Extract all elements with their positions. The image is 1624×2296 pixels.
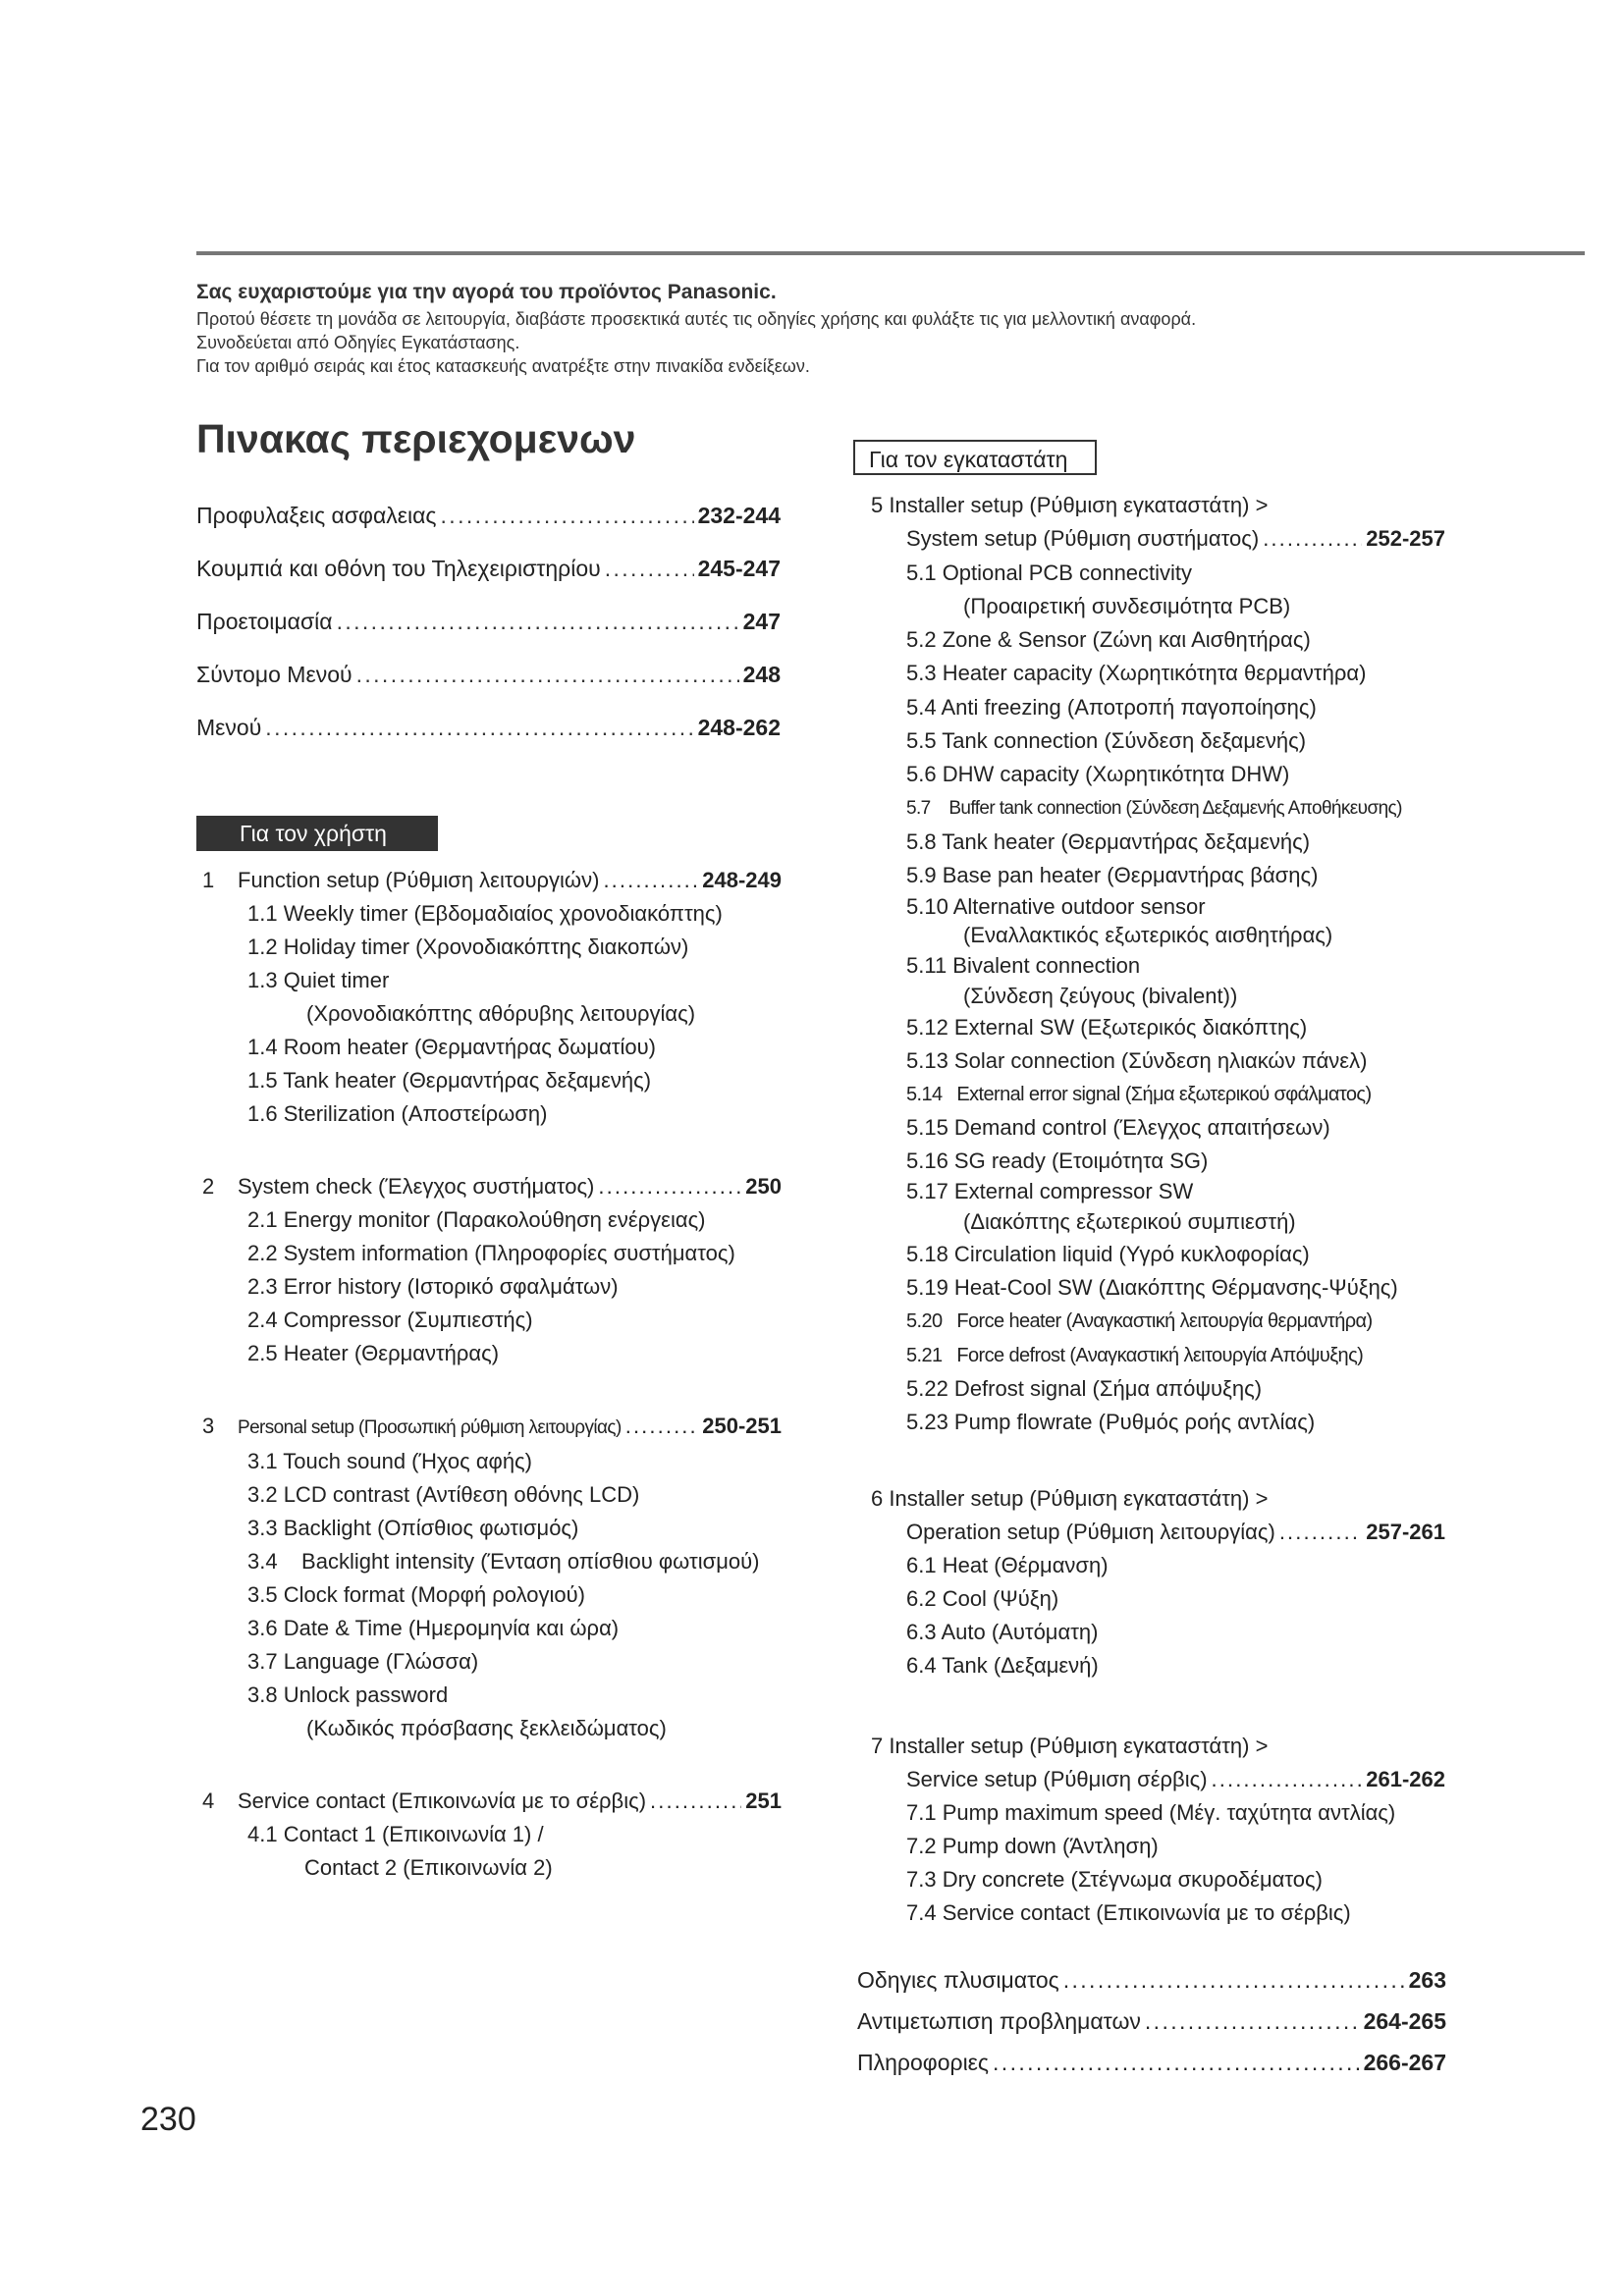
toc-item-cont: (Χρονοδιακόπτης αθόρυβης λειτουργίας) <box>306 1001 696 1026</box>
toc-section-6-head[interactable]: 6 Installer setup (Ρύθμιση εγκαταστάτη) > <box>871 1486 1269 1511</box>
installer-toc-column-7 <box>871 1730 1445 1930</box>
toc-item[interactable]: 3.5 Clock format (Μορφή ρολογιού) <box>247 1582 586 1607</box>
toc-item[interactable]: 5.23 Pump flowrate (Ρυθμός ροής αντλίας) <box>906 1410 1316 1435</box>
toc-entry[interactable]: Μενού . . . 248-262 <box>196 715 781 768</box>
toc-item[interactable]: 5.19 Heat-Cool SW (Διακόπτης Θέρμανσης-Ψύξης) <box>906 1275 1398 1301</box>
toc-entry[interactable]: Σύντομο Μενού . . . 248 <box>196 662 781 715</box>
toc-item[interactable]: 1.5 Tank heater (Θερμαντήρας δεξαμενής) <box>247 1068 652 1093</box>
toc-item[interactable]: 2.3 Error history (Ιστορικό σφαλμάτων) <box>247 1274 619 1299</box>
toc-item[interactable]: 5.5 Tank connection (Σύνδεση δεξαμενής) <box>906 728 1307 754</box>
toc-item[interactable]: 7.2 Pump down (Άντληση) <box>906 1834 1159 1858</box>
toc-item[interactable]: 3.6 Date & Time (Ημερομηνία και ώρα) <box>247 1616 620 1640</box>
toc-item[interactable]: 5.22 Defrost signal (Σήμα απόψυξης) <box>906 1375 1263 1401</box>
intro-line: Συνοδεύεται από Οδηγίες Εγκατάστασης. <box>196 333 520 352</box>
toc-item[interactable]: 5.3 Heater capacity (Χωρητικότητα θερμαντήρα) <box>906 661 1367 686</box>
toc-entry[interactable]: Κουμπιά και οθόνη του Τηλεχειριστηρίου . . . 245-247 <box>196 556 781 609</box>
toc-item[interactable]: 3.4 Backlight intensity (Ένταση οπίσθιου φωτισμού) <box>247 1549 760 1574</box>
toc-item[interactable]: 2.5 Heater (Θερμαντήρας) <box>247 1341 500 1365</box>
installer-toc-column-6 <box>871 1482 1445 1682</box>
toc-item-cont: (Κωδικός πρόσβασης ξεκλειδώματος) <box>306 1716 667 1740</box>
toc-item[interactable]: 5.13 Solar connection (Σύνδεση ηλιακών πάνελ) <box>906 1047 1368 1073</box>
toc-item[interactable]: 3.8 Unlock password <box>247 1682 449 1707</box>
toc-item[interactable]: 5.9 Base pan heater (Θερμαντήρας βάσης) <box>906 863 1319 888</box>
toc-item[interactable]: 7.3 Dry concrete (Στέγνωμα σκυροδέματος) <box>906 1867 1323 1892</box>
toc-item[interactable]: 1.1 Weekly timer (Εβδομαδιαίος χρονοδιακόπτης) <box>247 901 723 926</box>
toc-item[interactable]: 2.2 System information (Πληροφορίες συστήματος) <box>247 1241 735 1265</box>
toc-item[interactable]: 1.2 Holiday timer (Χρονοδιακόπτης διακοπών) <box>247 934 689 959</box>
toc-item-cont: (Διακόπτης εξωτερικού συμπιεστή) <box>963 1208 1296 1234</box>
toc-item-cont: (Σύνδεση ζεύγους (bivalent)) <box>963 983 1238 1008</box>
toc-section-5[interactable]: System setup (Ρύθμιση συστήματος) . . . 252-257 <box>871 522 1445 556</box>
intro-line: Για τον αριθμό σειράς και έτος κατασκευής ανατρέξτε στην πινακίδα ενδείξεων. <box>196 356 810 376</box>
toc-item[interactable]: 6.2 Cool (Ψύξη) <box>906 1586 1059 1611</box>
toc-item[interactable]: 7.1 Pump maximum speed (Μέγ. ταχύτητα αντλίας) <box>906 1800 1396 1825</box>
toc-item[interactable]: 6.1 Heat (Θέρμανση) <box>906 1553 1109 1577</box>
intro-line: Προτού θέσετε τη μονάδα σε λειτουργία, διαβάστε προσεκτικά αυτές τις οδηγίες χρήσης και φυλάξτε τις για μελλοντική αναφορά. <box>196 309 1197 329</box>
toc-section-1[interactable]: 1 Function setup (Ρύθμιση λειτουργιών) . . . 248-249 <box>202 864 782 897</box>
toc-title: Πινακας περιεχομενων <box>196 416 636 461</box>
toc-item[interactable]: 5.6 DHW capacity (Χωρητικότητα DHW) <box>906 762 1290 787</box>
toc-item[interactable]: 1.4 Room heater (Θερμαντήρας δωματίου) <box>247 1035 657 1059</box>
toc-item-cont: (Εναλλακτικός εξωτερικός αισθητήρας) <box>963 922 1333 947</box>
toc-item[interactable]: 5.7 Buffer tank connection (Σύνδεση Δεξαμενής Αποθήκευσης) <box>906 797 1402 819</box>
toc-item[interactable]: 5.1 Optional PCB connectivity <box>906 560 1193 585</box>
user-section-badge: Για τον χρήστη <box>196 816 438 851</box>
toc-item[interactable]: 5.21 Force defrost (Αναγκαστική λειτουργία Απόψυξης) <box>906 1344 1364 1366</box>
toc-item[interactable]: 4.1 Contact 1 (Επικοινωνία 1) / <box>247 1822 544 1846</box>
toc-main-list <box>196 503 781 768</box>
toc-item[interactable]: 5.8 Tank heater (Θερμαντήρας δεξαμενής) <box>906 828 1311 854</box>
toc-item-cont: (Προαιρετική συνδεσιμότητα PCB) <box>963 593 1291 618</box>
installer-toc-column <box>871 489 1445 1440</box>
toc-item[interactable]: 1.6 Sterilization (Αποστείρωση) <box>247 1101 548 1126</box>
toc-section-5-head[interactable]: 5 Installer setup (Ρύθμιση εγκαταστάτη) > <box>871 493 1269 517</box>
toc-item[interactable]: 7.4 Service contact (Επικοινωνία με το σέρβις) <box>906 1900 1351 1925</box>
toc-item[interactable]: 3.7 Language (Γλώσσα) <box>247 1649 479 1674</box>
toc-section-2[interactable]: 2 System check (Έλεγχος συστήματος) . . . 250 <box>202 1170 782 1203</box>
toc-item[interactable]: 3.3 Backlight (Οπίσθιος φωτισμός) <box>247 1516 579 1540</box>
toc-entry[interactable]: Αντιμετωπιση προβληματων . . . 264-265 <box>857 2001 1446 2042</box>
toc-item[interactable]: 3.1 Touch sound (Ήχος αφής) <box>247 1449 532 1473</box>
intro-block <box>196 278 1196 378</box>
toc-item[interactable]: 2.1 Energy monitor (Παρακολούθηση ενέργειας) <box>247 1207 706 1232</box>
toc-entry[interactable]: Προφυλαξεις ασφαλειας . . . 232-244 <box>196 503 781 556</box>
toc-item[interactable]: 5.14 External error signal (Σήμα εξωτερικού σφάλματος) <box>906 1084 1372 1106</box>
toc-item[interactable]: 6.3 Auto (Αυτόματη) <box>906 1620 1099 1644</box>
toc-entry[interactable]: Προετοιμασία . . . 247 <box>196 609 781 662</box>
toc-item[interactable]: 5.18 Circulation liquid (Υγρό κυκλοφορίας) <box>906 1241 1310 1266</box>
toc-item[interactable]: 5.17 External compressor SW <box>906 1178 1194 1203</box>
header-rule <box>196 251 1585 255</box>
toc-section-6[interactable]: Operation setup (Ρύθμιση λειτουργίας) . . . 257-261 <box>871 1516 1445 1549</box>
toc-tail-list <box>857 1959 1446 2083</box>
page-number: 230 <box>140 2101 196 2138</box>
toc-item[interactable]: 3.2 LCD contrast (Αντίθεση οθόνης LCD) <box>247 1482 640 1507</box>
toc-entry[interactable]: Πληροφοριες . . . 266-267 <box>857 2042 1446 2083</box>
toc-item[interactable]: 6.4 Tank (Δεξαμενή) <box>906 1653 1099 1678</box>
toc-item[interactable]: 5.10 Alternative outdoor sensor <box>906 893 1206 919</box>
toc-section-3[interactable]: 3 Personal setup (Προσωπική ρύθμιση λειτουργίας) . . . 250-251 <box>202 1410 782 1445</box>
toc-item[interactable]: 5.20 Force heater (Αναγκαστική λειτουργία θερμαντήρα) <box>906 1310 1373 1333</box>
intro-thanks: Σας ευχαριστούμε για την αγορά του προϊόντος Panasonic. <box>196 281 777 303</box>
toc-item[interactable]: 5.15 Demand control (Έλεγχος απαιτήσεων) <box>906 1115 1330 1141</box>
user-toc-column <box>202 864 782 1885</box>
toc-item[interactable]: 5.12 External SW (Εξωτερικός διακόπτης) <box>906 1014 1308 1040</box>
toc-item[interactable]: 5.11 Bivalent connection <box>906 952 1141 978</box>
toc-item[interactable]: 1.3 Quiet timer <box>247 968 390 992</box>
toc-section-4[interactable]: 4 Service contact (Επικοινωνία με το σέρβις) . . . 251 <box>202 1785 782 1818</box>
toc-entry[interactable]: Οδηγιες πλυσιματος . . . 263 <box>857 1959 1446 2001</box>
toc-item[interactable]: 5.4 Anti freezing (Αποτροπή παγοποίησης) <box>906 694 1317 720</box>
toc-section-7-head[interactable]: 7 Installer setup (Ρύθμιση εγκαταστάτη) > <box>871 1734 1269 1758</box>
toc-item[interactable]: 5.16 SG ready (Ετοιμότητα SG) <box>906 1148 1209 1173</box>
toc-section-7[interactable]: Service setup (Ρύθμιση σέρβις) . . . 261-262 <box>871 1763 1445 1796</box>
toc-item[interactable]: 2.4 Compressor (Συμπιεστής) <box>247 1308 533 1332</box>
installer-section-badge: Για τον εγκαταστάτη <box>853 440 1097 475</box>
toc-item-cont: Contact 2 (Επικοινωνία 2) <box>304 1855 553 1880</box>
toc-item[interactable]: 5.2 Zone & Sensor (Ζώνη και Αισθητήρας) <box>906 627 1311 653</box>
